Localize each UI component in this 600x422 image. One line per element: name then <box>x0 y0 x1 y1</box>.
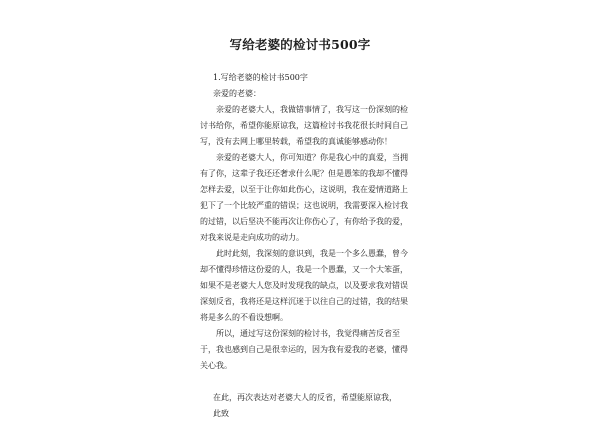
section-heading: 1.写给老婆的检讨书500字 <box>213 73 308 82</box>
body-paragraph: 亲爱的老婆大人，你可知道？你是我心中的真爱，当拥有了你，这辈子我还还奢求什么呢？但是愚笨的我却不懂得怎样去爱，以至于让你如此伤心，这说明，我在爱情道路上犯下了一个比较严重的错误；这也说明，我需要深入检讨我的过错，以后坚决不能再次让你伤心了，有你给予我的爱，对我来说是走向成功的动力。 <box>200 153 408 242</box>
salutation: 亲爱的老婆： <box>213 89 261 98</box>
document-body <box>200 70 412 422</box>
paragraph-spacer <box>200 374 412 390</box>
body-paragraph: 所以，通过写这份深刻的检讨书，我觉得痛苦反省至于，我也感到自己是很幸运的，因为我有爱我的老婆，懂得关心我。 <box>200 329 408 370</box>
body-paragraph: 亲爱的老婆大人，我做错事情了，我写这一份深刻的检讨书给你，希望你能原谅我，这篇检讨书我花很长时间自己写，没有去网上哪里转载，希望我的真诚能够感动你！ <box>200 105 408 146</box>
signoff: 此致 <box>213 409 229 418</box>
body-paragraph: 此时此刻，我深刻的意识到，我是一个多么愚蠢，曾今却不懂得珍惜这份爱的人，我是一个愚蠢，又一个大笨蛋，如果不是老婆大人您及时发现我的缺点，以及要求我对错误深刻反省，我将还是这样沉迷于以往自己的过错，我的结果将是多么的不看设想啊。 <box>200 249 408 322</box>
document-title: 写给老婆的检讨书500字 <box>229 37 371 52</box>
closing-line: 在此，再次表达对老婆大人的反省，希望能原谅我， <box>213 393 397 402</box>
